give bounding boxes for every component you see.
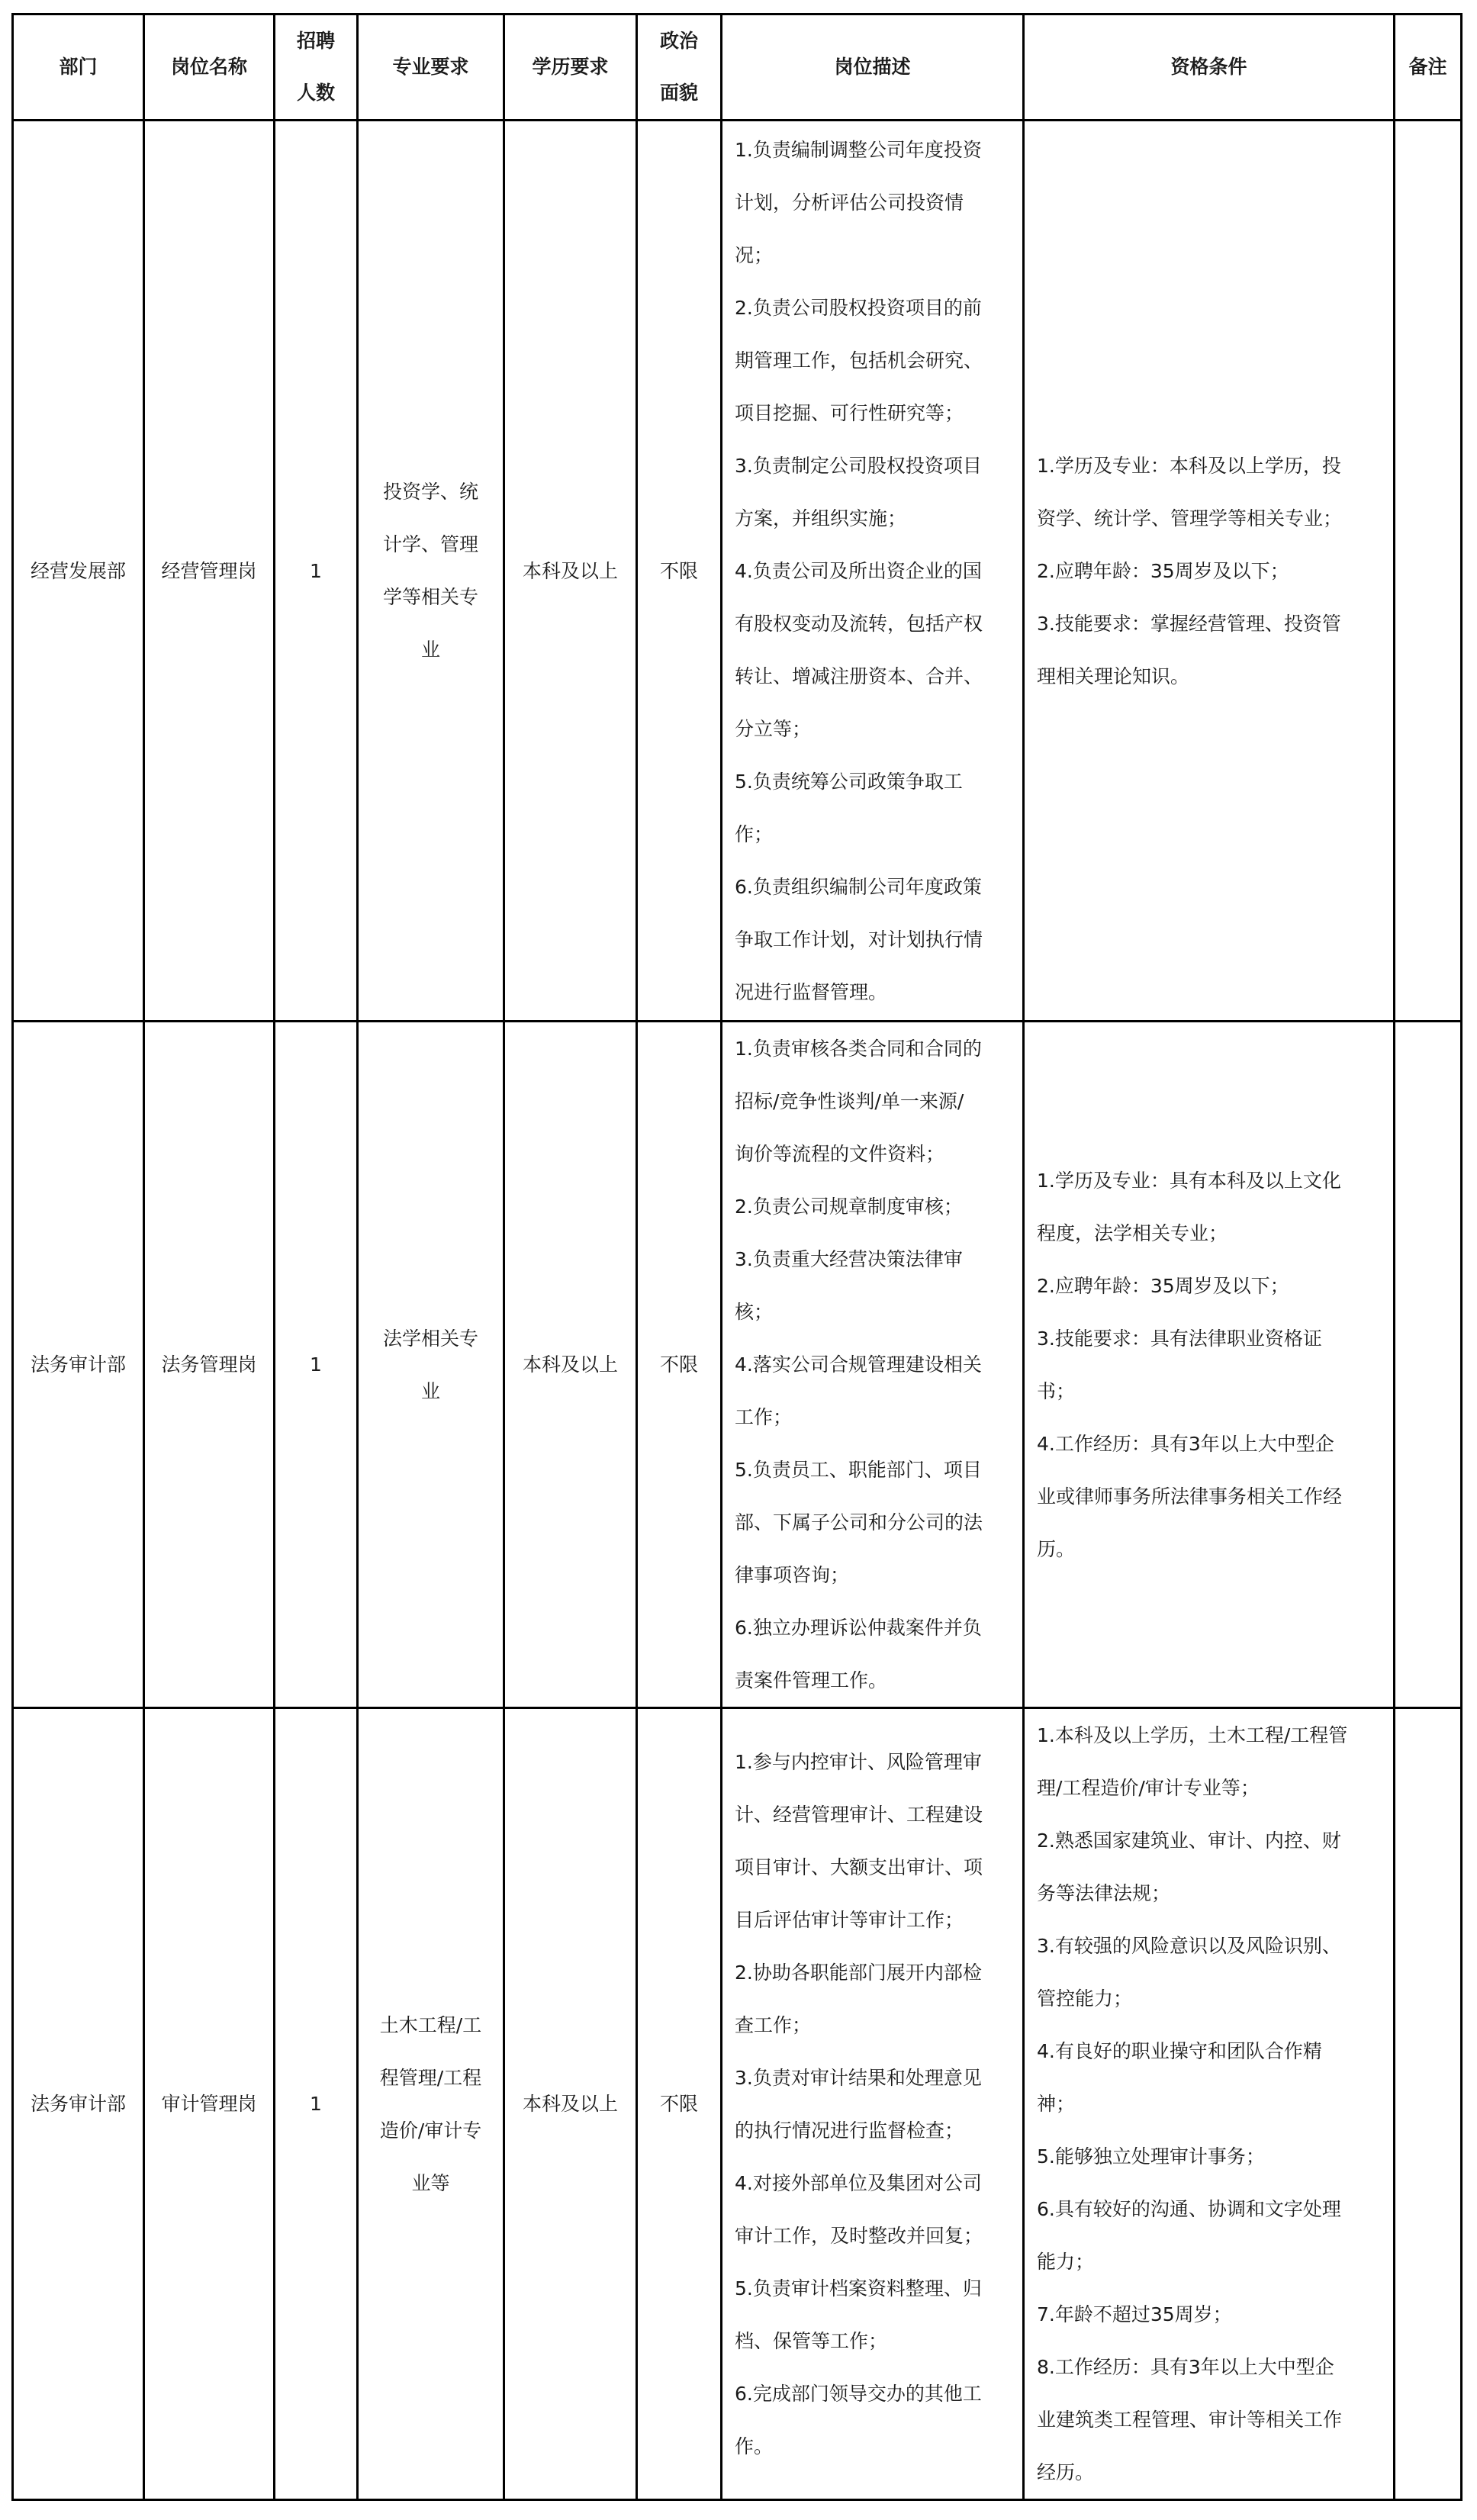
- cell-description-line: 期管理工作，包括机会研究、: [735, 349, 983, 372]
- cell-description-line: 4.负责公司及所出资企业的国: [735, 559, 982, 582]
- cell-qualifications-line: 8.工作经历：具有3年以上大中型企: [1037, 2356, 1334, 2378]
- header-dept: 部门: [13, 14, 144, 121]
- cell-position: [144, 1708, 275, 2500]
- cell-position: [144, 121, 275, 1022]
- cell-dept-text: 法务审计部: [30, 1353, 126, 1376]
- cell-description-line: 招标/竞争性谈判/单一来源/: [735, 1090, 964, 1112]
- cell-major: [358, 121, 504, 1022]
- cell-description-line: 争取工作计划，对计划执行情: [735, 928, 983, 951]
- cell-description: [722, 121, 1024, 1022]
- cell-political-text: 不限: [659, 559, 698, 582]
- cell-major-line: 业: [420, 639, 440, 661]
- header-count: 招聘 人数: [275, 14, 358, 121]
- cell-description: [722, 1708, 1024, 2500]
- cell-education-text: 本科及以上: [522, 1353, 618, 1376]
- cell-description-line: 计、经营管理审计、工程建设: [735, 1803, 983, 1826]
- cell-description-line: 5.负责审计档案资料整理、归: [735, 2277, 982, 2300]
- cell-description-line: 工作；: [735, 1406, 793, 1428]
- cell-description-line: 2.负责公司规章制度审核；: [735, 1196, 963, 1218]
- cell-description-line: 责案件管理工作。: [735, 1669, 888, 1691]
- cell-qualifications-line: 管控能力；: [1037, 1987, 1133, 2010]
- cell-qualifications: [1024, 1022, 1395, 1708]
- cell-dept: [13, 1022, 144, 1708]
- cell-major-line: 程管理/工程: [379, 2066, 482, 2089]
- cell-position-text: 经营管理岗: [161, 559, 257, 582]
- cell-political: [637, 1708, 722, 2500]
- cell-description-line: 3.负责重大经营决策法律审: [735, 1248, 963, 1270]
- cell-remarks: [1395, 1022, 1462, 1708]
- cell-description-line: 况；: [735, 243, 774, 266]
- cell-qualifications-line: 务等法律法规；: [1037, 1882, 1171, 1904]
- cell-qualifications-line: 理/工程造价/审计专业等；: [1037, 1777, 1260, 1799]
- cell-description-line: 计划，分析评估公司投资情: [735, 191, 964, 214]
- cell-description-line: 核；: [735, 1301, 774, 1323]
- header-position: 岗位名称: [144, 14, 275, 121]
- cell-remarks: [1395, 121, 1462, 1022]
- cell-political-text: 不限: [659, 1353, 698, 1376]
- cell-description-line: 方案，并组织实施；: [735, 507, 907, 529]
- cell-description-line: 项目审计、大额支出审计、项: [735, 1855, 983, 1878]
- cell-count: [275, 1022, 358, 1708]
- cell-description-line: 4.对接外部单位及集团对公司: [735, 2171, 982, 2194]
- cell-dept-text: 法务审计部: [30, 2093, 126, 2115]
- cell-qualifications-line: 2.应聘年龄：35周岁及以下；: [1037, 559, 1289, 582]
- cell-qualifications-line: 经历。: [1037, 2461, 1095, 2483]
- cell-qualifications-line: 1.学历及专业：具有本科及以上文化: [1037, 1169, 1341, 1192]
- cell-qualifications-line: 4.有良好的职业操守和团队合作精: [1037, 2040, 1322, 2062]
- cell-qualifications-line: 资学、统计学、管理学等相关专业；: [1037, 507, 1343, 529]
- cell-qualifications-line: 1.学历及专业：本科及以上学历，投: [1037, 454, 1341, 477]
- recruitment-table: [11, 13, 1463, 2501]
- cell-description-line: 询价等流程的文件资料；: [735, 1143, 945, 1165]
- cell-major-line: 投资学、统: [382, 481, 478, 503]
- cell-political: [637, 121, 722, 1022]
- cell-description: [722, 1022, 1024, 1708]
- cell-major: [358, 1022, 504, 1708]
- cell-qualifications-line: 3.技能要求：掌握经营管理、投资管: [1037, 612, 1341, 635]
- cell-qualifications: [1024, 121, 1395, 1022]
- cell-description-line: 转让、增减注册资本、合并、: [735, 665, 983, 687]
- cell-major-line: 造价/审计专: [379, 2119, 482, 2142]
- cell-description-line: 审计工作，及时整改并回复；: [735, 2224, 983, 2247]
- cell-qualifications-line: 2.应聘年龄：35周岁及以下；: [1037, 1274, 1289, 1297]
- cell-qualifications-line: 能力；: [1037, 2251, 1095, 2273]
- cell-major: [358, 1708, 504, 2500]
- cell-qualifications: [1024, 1708, 1395, 2500]
- cell-education-text: 本科及以上: [522, 559, 618, 582]
- cell-description-line: 律事项咨询；: [735, 1564, 850, 1586]
- cell-qualifications-line: 7.年龄不超过35周岁；: [1037, 2303, 1232, 2325]
- table-row: [13, 121, 1462, 1022]
- cell-description-line: 目后评估审计等审计工作；: [735, 1908, 964, 1931]
- cell-political: [637, 1022, 722, 1708]
- header-political: 政治 面貌: [637, 14, 722, 121]
- cell-count: [275, 121, 358, 1022]
- cell-qualifications-line: 5.能够独立处理审计事务；: [1037, 2145, 1265, 2168]
- cell-position-text: 审计管理岗: [161, 2093, 257, 2115]
- cell-description-line: 作。: [735, 2435, 774, 2457]
- header-education: 学历要求: [504, 14, 637, 121]
- cell-major-line: 业等: [411, 2171, 450, 2194]
- cell-description-line: 5.负责员工、职能部门、项目: [735, 1459, 982, 1481]
- cell-description-line: 6.完成部门领导交办的其他工: [735, 2382, 982, 2405]
- cell-count-text: 1: [310, 2093, 322, 2115]
- cell-description-line: 1.负责审核各类合同和合同的: [735, 1038, 982, 1060]
- cell-description-line: 档、保管等工作；: [735, 2329, 888, 2352]
- cell-position: [144, 1022, 275, 1708]
- cell-qualifications-line: 神；: [1037, 2093, 1076, 2115]
- cell-description-line: 部、下属子公司和分公司的法: [735, 1511, 983, 1534]
- cell-education: [504, 121, 637, 1022]
- cell-qualifications-line: 业建筑类工程管理、审计等相关工作: [1037, 2409, 1343, 2431]
- cell-description-line: 6.负责组织编制公司年度政策: [735, 875, 982, 898]
- cell-qualifications-line: 2.熟悉国家建筑业、审计、内控、财: [1037, 1830, 1341, 1852]
- table-row: [13, 1708, 1462, 2500]
- header-major: 专业要求: [358, 14, 504, 121]
- header-remarks: 备注: [1395, 14, 1462, 121]
- cell-major-line: 土木工程/工: [379, 2013, 482, 2036]
- cell-description-line: 查工作；: [735, 2013, 812, 2036]
- cell-description-line: 4.落实公司合规管理建设相关: [735, 1353, 982, 1376]
- cell-description-line: 2.负责公司股权投资项目的前: [735, 296, 982, 319]
- cell-description-line: 况进行监督管理。: [735, 980, 888, 1003]
- header-row: [13, 14, 1462, 121]
- cell-description-line: 作；: [735, 822, 774, 845]
- cell-dept: [13, 1708, 144, 2500]
- cell-major-line: 学等相关专: [382, 586, 478, 608]
- cell-description-line: 6.独立办理诉讼仲裁案件并负: [735, 1617, 982, 1639]
- cell-description-line: 5.负责统筹公司政策争取工: [735, 770, 963, 793]
- cell-dept-text: 经营发展部: [30, 559, 126, 582]
- cell-qualifications-line: 4.工作经历：具有3年以上大中型企: [1037, 1432, 1334, 1455]
- cell-qualifications-line: 6.具有较好的沟通、协调和文字处理: [1037, 2198, 1341, 2220]
- cell-description-line: 有股权变动及流转，包括产权: [735, 612, 983, 635]
- cell-description-line: 的执行情况进行监督检查；: [735, 2119, 964, 2142]
- cell-description-line: 1.负责编制调整公司年度投资: [735, 138, 982, 161]
- header-description: 岗位描述: [722, 14, 1024, 121]
- header-qualifications: 资格条件: [1024, 14, 1395, 121]
- cell-major-line: 计学、管理: [382, 533, 478, 555]
- cell-description-line: 1.参与内控审计、风险管理审: [735, 1750, 982, 1773]
- cell-major-line: 法学相关专: [382, 1327, 478, 1350]
- cell-count-text: 1: [310, 559, 322, 582]
- cell-political-text: 不限: [659, 2093, 698, 2115]
- cell-education: [504, 1022, 637, 1708]
- cell-qualifications-line: 3.有较强的风险意识以及风险识别、: [1037, 1935, 1341, 1957]
- cell-qualifications-line: 1.本科及以上学历，土木工程/工程管: [1037, 1724, 1348, 1746]
- cell-education-text: 本科及以上: [522, 2093, 618, 2115]
- cell-position-text: 法务管理岗: [161, 1353, 257, 1376]
- cell-description-line: 分立等；: [735, 717, 812, 740]
- cell-description-line: 3.负责制定公司股权投资项目: [735, 454, 982, 477]
- cell-count-text: 1: [310, 1353, 322, 1376]
- cell-count: [275, 1708, 358, 2500]
- cell-description-line: 2.协助各职能部门展开内部检: [735, 1961, 982, 1984]
- cell-qualifications-line: 书；: [1037, 1379, 1076, 1402]
- cell-qualifications-line: 程度，法学相关专业；: [1037, 1221, 1228, 1244]
- cell-qualifications-line: 历。: [1037, 1537, 1076, 1560]
- cell-description-line: 项目挖掘、可行性研究等；: [735, 401, 964, 424]
- cell-qualifications-line: 理相关理论知识。: [1037, 665, 1190, 687]
- cell-major-line: 业: [420, 1379, 440, 1402]
- cell-remarks: [1395, 1708, 1462, 2500]
- cell-qualifications-line: 业或律师事务所法律事务相关工作经: [1037, 1485, 1343, 1508]
- cell-dept: [13, 121, 144, 1022]
- cell-qualifications-line: 3.技能要求：具有法律职业资格证: [1037, 1327, 1322, 1350]
- table-row: [13, 1022, 1462, 1708]
- cell-education: [504, 1708, 637, 2500]
- cell-description-line: 3.负责对审计结果和处理意见: [735, 2066, 982, 2089]
